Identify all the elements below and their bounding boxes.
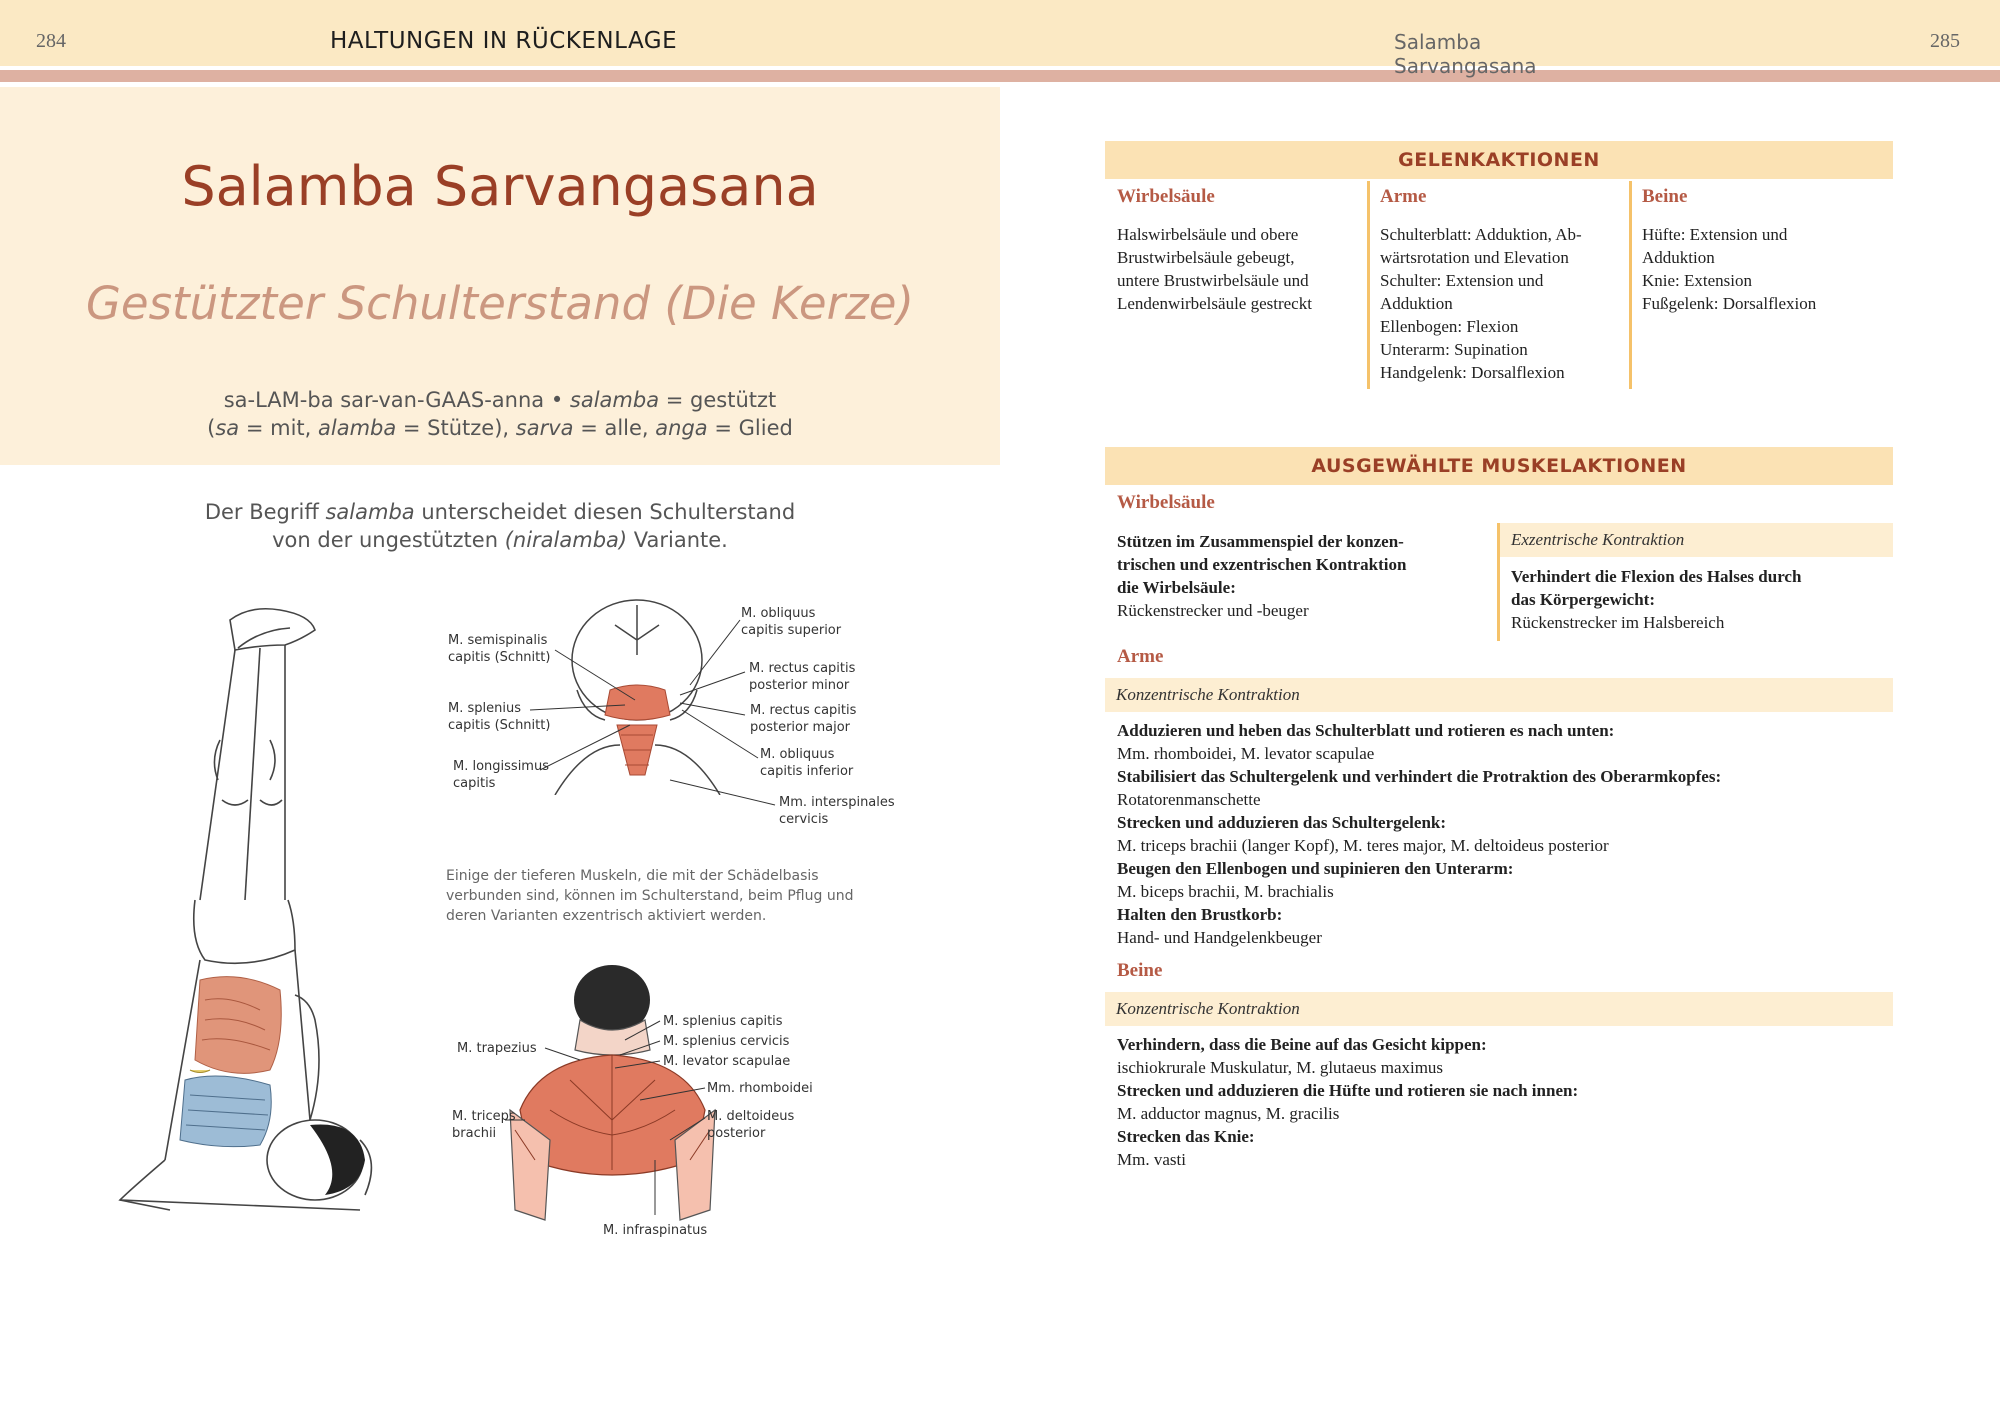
action-bold: das Körpergewicht: [1511,590,1656,609]
label-line: capitis inferior [760,764,854,779]
page-number-right: 285 [1930,30,1960,52]
intro-text: Der Begriff [204,500,326,524]
joint-line: untere Brustwirbelsäule und [1117,271,1309,290]
label-line: M. triceps [452,1109,516,1124]
label-line: capitis superior [741,623,842,638]
joint-line: Lendenwirbelsäule gestreckt [1117,294,1312,313]
pron-term: salamba [569,388,660,412]
action-muscles: M. biceps brachii, M. brachialis [1117,882,1334,901]
joint-col-spine [1117,223,1367,315]
joint-col-legs [1642,223,1892,315]
header-rule [0,70,2000,82]
label-line: brachii [452,1126,497,1141]
joint-line: Knie: Extension [1642,271,1753,290]
label-trapezius: M. trapezius [457,1041,537,1056]
action-bold: Verhindern, dass die Beine auf das Gesicht kippen: [1117,1035,1487,1054]
running-head-right: Salamba Sarvangasana [1394,30,1537,78]
pronunciation-line-2 [0,416,1000,440]
action-bold: Stützen im Zusammenspiel der konzen- [1117,532,1404,551]
joint-line: Adduktion [1380,294,1453,313]
column-divider [1629,181,1632,389]
intro-line-1 [150,498,850,526]
joint-line: Unterarm: Supination [1380,340,1528,359]
joint-line: Schulterblatt: Adduktion, Ab- [1380,225,1582,244]
column-divider [1367,181,1370,389]
action-bold: trischen und exzentrischen Kontraktion [1117,555,1407,574]
joint-col-head-arms: Arme [1380,186,1427,207]
intro-term: (niralamba) [504,528,628,552]
action-muscles: Hand- und Handgelenkbeuger [1117,928,1322,947]
action-bold: Strecken und adduzieren das Schultergelenk: [1117,813,1447,832]
joint-col-head-legs: Beine [1642,186,1688,207]
label-line: capitis [453,776,496,791]
action-bold: Stabilisiert das Schultergelenk und verhindert die Protraktion des Oberarmkopfes: [1117,767,1722,786]
label-line: M. splenius [448,701,521,716]
label-line: M. rectus capitis [750,703,857,718]
joint-line: Handgelenk: Dorsalflexion [1380,363,1565,382]
arms-concentric-label-bar: Konzentrische Kontraktion [1105,678,1893,712]
label-line: cervicis [779,812,829,827]
action-muscles: Mm. vasti [1117,1150,1186,1169]
muscle-section-legs: Beine [1117,960,1163,981]
spine-eccentric-block [1511,565,1891,634]
pron-text: = alle, [573,416,656,440]
legs-concentric-label-bar: Konzentrische Kontraktion [1105,992,1893,1026]
joint-line: Hüfte: Extension und [1642,225,1788,244]
label-line: M. rectus capitis [749,661,856,676]
action-muscles: M. triceps brachii (langer Kopf), M. teres major, M. deltoideus posterior [1117,836,1609,855]
pron-text: = mit, [239,416,318,440]
action-muscles: Rückenstrecker und -beuger [1117,601,1309,620]
label-rhomboidei: Mm. rhomboidei [707,1081,813,1096]
label-infraspinatus: M. infraspinatus [603,1223,708,1238]
pron-text: ( [207,416,216,440]
label-line: M. obliquus [760,747,835,762]
label-line: posterior major [750,720,851,735]
label-splenius-capitis: M. splenius capitis [663,1014,783,1029]
intro-line-2 [150,526,850,554]
label-splenius-cervicis: M. splenius cervicis [663,1034,790,1049]
pron-term: alamba [318,416,397,440]
page-header [0,0,2000,66]
intro-term: salamba [325,500,415,524]
joint-line: Halswirbelsäule und obere [1117,225,1299,244]
action-bold: Adduzieren und heben das Schulterblatt und rotieren es nach unten: [1117,721,1615,740]
muscle-section-spine: Wirbelsäule [1117,492,1215,513]
action-bold: Verhindert die Flexion des Halses durch [1511,567,1802,586]
running-head-left: HALTUNGEN IN RÜCKENLAGE [330,28,678,54]
label-line: capitis (Schnitt) [448,650,551,665]
action-bold: die Wirbelsäule: [1117,578,1236,597]
joint-line: Fußgelenk: Dorsalflexion [1642,294,1817,313]
pron-text: = gestützt [659,388,777,412]
label-line: M. obliquus [741,606,816,621]
label-line: M. semispinalis [448,633,548,648]
pronunciation-line-1 [0,388,1000,412]
action-bold: Halten den Brustkorb: [1117,905,1283,924]
action-muscles: ischiokrurale Muskulatur, M. glutaeus maximus [1117,1058,1444,1077]
action-bold: Strecken das Knie: [1117,1127,1255,1146]
joint-actions-header: GELENKAKTIONEN [1105,141,1893,179]
joint-col-arms [1380,223,1630,384]
label-line: M. longissimus [453,759,549,774]
page-number-left: 284 [36,30,66,52]
intro-text: Variante. [627,528,728,552]
legs-actions-list [1117,1033,1897,1171]
action-muscles: Rückenstrecker im Halsbereich [1511,613,1725,632]
joint-line: wärtsrotation und Elevation [1380,248,1569,267]
joint-col-head-spine: Wirbelsäule [1117,186,1215,207]
action-muscles: Rotatorenmanschette [1117,790,1261,809]
action-bold: Beugen den Ellenbogen und supinieren den Unterarm: [1117,859,1514,878]
pron-term: sa [215,416,240,440]
joint-line: Ellenbogen: Flexion [1380,317,1519,336]
pron-term: sarva [515,416,574,440]
label-line: posterior [707,1126,766,1141]
pron-text: = Stütze), [396,416,516,440]
skull-figure-caption: Einige der tieferen Muskeln, die mit der Schädelbasis verbunden sind, können im Schulterstand, beim Pflug und deren Varianten exzentrisch aktiviert werden. [446,868,854,924]
label-line: capitis (Schnitt) [448,718,551,733]
back-leader-lines [440,1000,740,1230]
arms-actions-list [1117,719,1897,949]
joint-line: Brustwirbelsäule gebeugt, [1117,248,1295,267]
eccentric-label-bar: Exzentrische Kontraktion [1500,523,1893,557]
pron-text: = Glied [707,416,793,440]
joint-line: Adduktion [1642,248,1715,267]
pose-title: Salamba Sarvangasana [181,155,819,218]
muscle-actions-header: AUSGEWÄHLTE MUSKELAKTIONEN [1105,447,1893,485]
label-line: Mm. interspinales [779,795,895,810]
skull-leader-lines [440,600,900,840]
shoulderstand-figure-illustration [110,600,400,1220]
action-muscles: Mm. rhomboidei, M. levator scapulae [1117,744,1375,763]
action-muscles: M. adductor magnus, M. gracilis [1117,1104,1340,1123]
intro-text [150,498,850,554]
muscle-section-arms: Arme [1117,646,1164,667]
pron-term: anga [655,416,708,440]
label-levator-scapulae: M. levator scapulae [663,1054,791,1069]
intro-text: von der ungestützten [272,528,505,552]
action-bold: Strecken und adduzieren die Hüfte und rotieren sie nach innen: [1117,1081,1579,1100]
label-line: M. deltoideus [707,1109,795,1124]
spine-concentric-block [1117,530,1492,622]
intro-text: unterscheidet diesen Schulterstand [414,500,796,524]
pron-text: sa-LAM-ba sar-van-GAAS-anna • [223,388,570,412]
joint-line: Schulter: Extension und [1380,271,1544,290]
pose-subtitle: Gestützter Schulterstand (Die Kerze) [86,277,914,330]
label-line: posterior minor [749,678,850,693]
